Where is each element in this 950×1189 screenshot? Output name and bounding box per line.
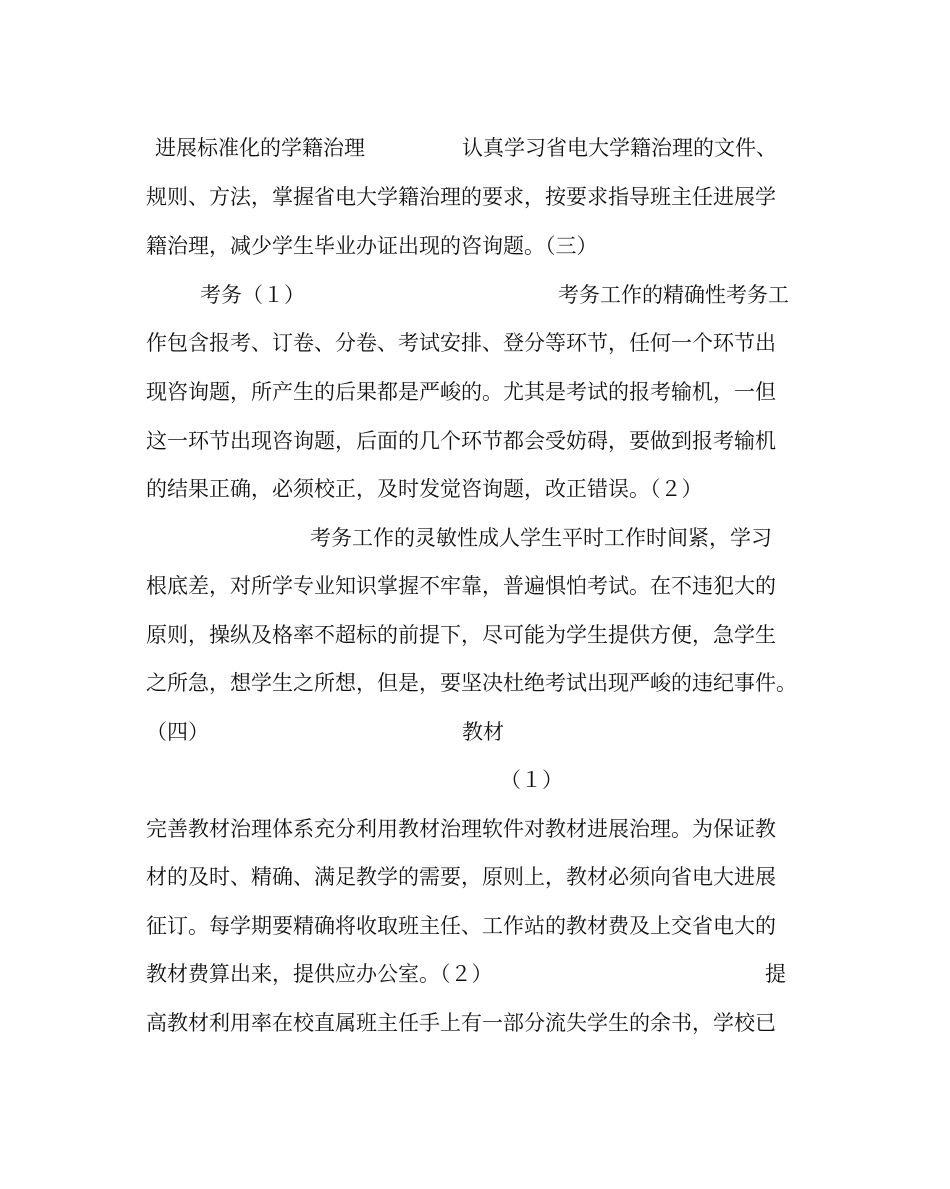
text-line: 之所急，想学生之所想，但是，要坚决杜绝考试出现严峻的违纪事件。 (146, 671, 797, 695)
text-line: 提 (765, 962, 786, 986)
text-line: 的结果正确，必须校正，及时发觉咨询题，改正错误。（２） (146, 477, 703, 501)
text-line: 完善教材治理体系充分利用教材治理软件对教材进展治理。为保证教 (146, 817, 776, 841)
text-line: （四） (146, 720, 209, 744)
text-line: 这一环节出现咨询题，后面的几个环节都会受妨碍，要做到报考输机 (146, 429, 776, 453)
text-line: 籍治理，减少学生毕业办证出现的咨询题。（三） (146, 234, 598, 258)
text-line: 原则，操纵及格率不超标的前提下，尽可能为学生提供方便，急学生 (146, 623, 776, 647)
text-line: 材的及时、精确、满足教学的需要，原则上，教材必须向省电大进展 (146, 865, 776, 889)
text-line: 教材费算出来，提供应办公室。（２） (146, 962, 493, 986)
text-line: 征订。每学期要精确将收取班主任、工作站的教材费及上交省电大的 (146, 914, 776, 938)
text-line: 现咨询题，所产生的后果都是严峻的。尤其是考试的报考输机，一但 (146, 380, 776, 404)
text-line: 考务（１） (200, 283, 305, 307)
text-line: 考务工作的精确性考务工 (558, 283, 789, 307)
text-line: （１） (500, 768, 563, 792)
text-line: 认真学习省电大学籍治理的文件、 (462, 136, 777, 160)
text-line: 作包含报考、订卷、分卷、考试安排、登分等环节，任何一个环节出 (146, 331, 776, 355)
text-line: 规则、方法，掌握省电大学籍治理的要求，按要求指导班主任进展学 (146, 185, 776, 209)
text-line: 教材 (462, 720, 504, 744)
text-line: 高教材利用率在校直属班主任手上有一部分流失学生的余书，学校已 (146, 1011, 776, 1035)
text-line: 考务工作的灵敏性成人学生平时工作时间紧，学习 (310, 526, 772, 550)
text-line: 根底差，对所学专业知识掌握不牢靠，普遍惧怕考试。在不违犯大的 (146, 574, 776, 598)
text-line: 进展标准化的学籍治理 (155, 136, 365, 160)
